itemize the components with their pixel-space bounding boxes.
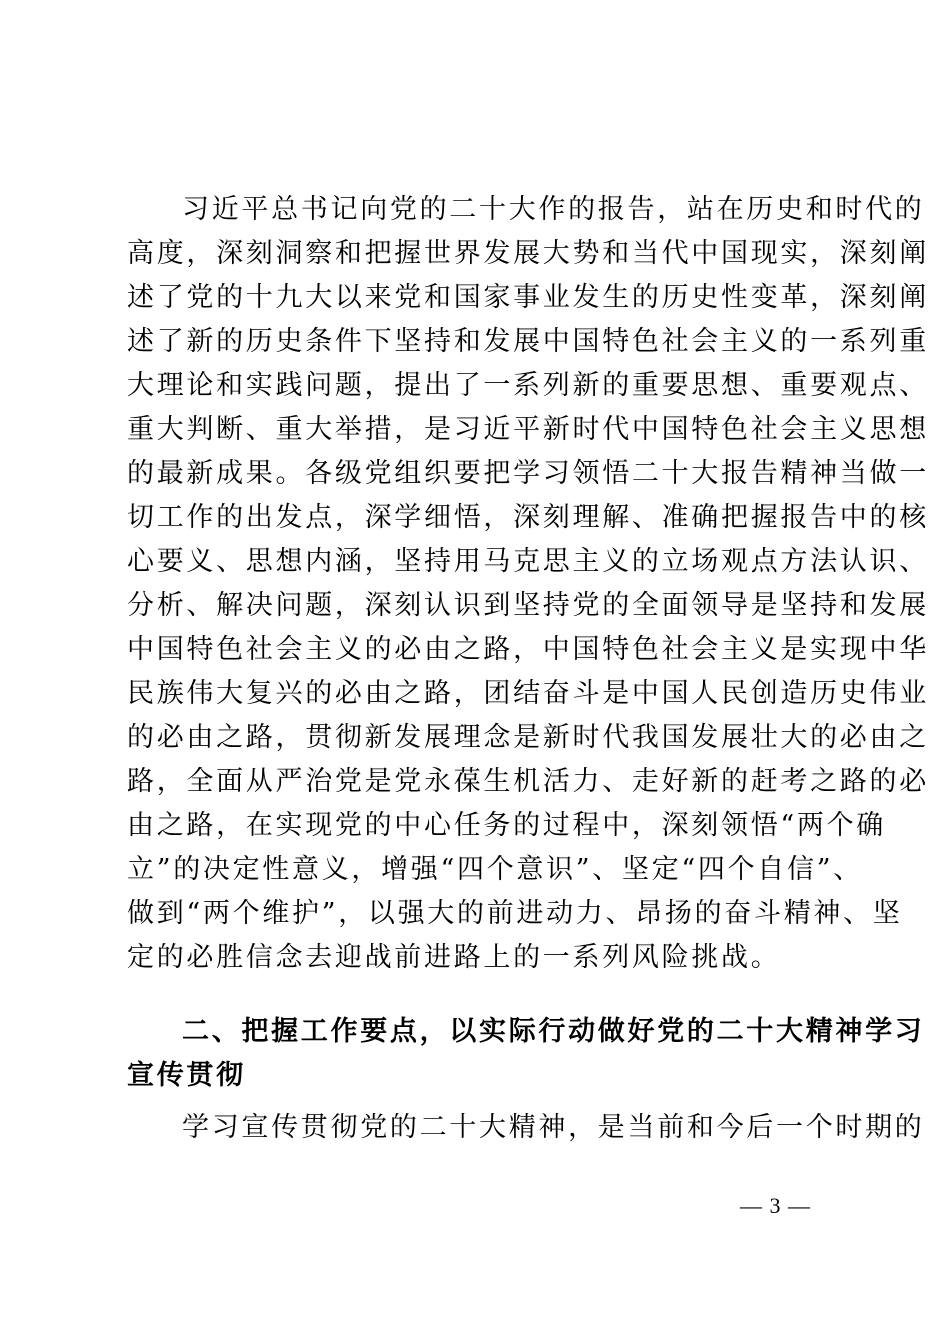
paragraph-line: 重大判断、重大举措，是习近平新时代中国特色社会主义思想 [127, 414, 929, 445]
paragraph-line: 习近平总书记向党的二十大作的报告，站在历史和时代的 [182, 194, 925, 225]
heading-line: 二、把握工作要点，以实际行动做好党的二十大精神学习 [182, 1016, 925, 1047]
paragraph-line: 中国特色社会主义的必由之路，中国特色社会主义是实现中华 [127, 634, 929, 665]
paragraph-line: 切工作的出发点，深学细悟，深刻理解、准确把握报告中的核 [127, 502, 929, 533]
page-number: — 3 — [740, 1193, 811, 1218]
paragraph-line: 的最新成果。各级党组织要把学习领悟二十大报告精神当做一 [127, 458, 929, 489]
paragraph-line: 立”的决定性意义，增强“四个意识”、坚定“四个自信”、 [127, 854, 863, 885]
heading-line: 宣传贯彻 [127, 1060, 246, 1091]
paragraph-line: 述了新的历史条件下坚持和发展中国特色社会主义的一系列重 [127, 326, 929, 357]
paragraph-line: 学习宣传贯彻党的二十大精神，是当前和今后一个时期的 [182, 1112, 925, 1143]
paragraph-line: 定的必胜信念去迎战前进路上的一系列风险挑战。 [127, 942, 781, 973]
paragraph-line: 由之路，在实现党的中心任务的过程中，深刻领悟“两个确 [127, 810, 887, 841]
paragraph-line: 民族伟大复兴的必由之路，团结奋斗是中国人民创造历史伟业 [127, 678, 929, 709]
paragraph-line: 做到“两个维护”，以强大的前进动力、昂扬的奋斗精神、坚 [127, 898, 903, 929]
paragraph-line: 心要义、思想内涵，坚持用马克思主义的立场观点方法认识、 [127, 546, 929, 577]
paragraph-line: 述了党的十九大以来党和国家事业发生的历史性变革，深刻阐 [127, 282, 929, 313]
paragraph-line: 高度，深刻洞察和把握世界发展大势和当代中国现实，深刻阐 [127, 238, 929, 269]
paragraph-line: 的必由之路，贯彻新发展理念是新时代我国发展壮大的必由之 [127, 722, 929, 753]
paragraph-line: 大理论和实践问题，提出了一系列新的重要思想、重要观点、 [127, 370, 929, 401]
paragraph-line: 分析、解决问题，深刻认识到坚持党的全面领导是坚持和发展 [127, 590, 929, 621]
paragraph-line: 路，全面从严治党是党永葆生机活力、走好新的赶考之路的必 [127, 766, 929, 797]
